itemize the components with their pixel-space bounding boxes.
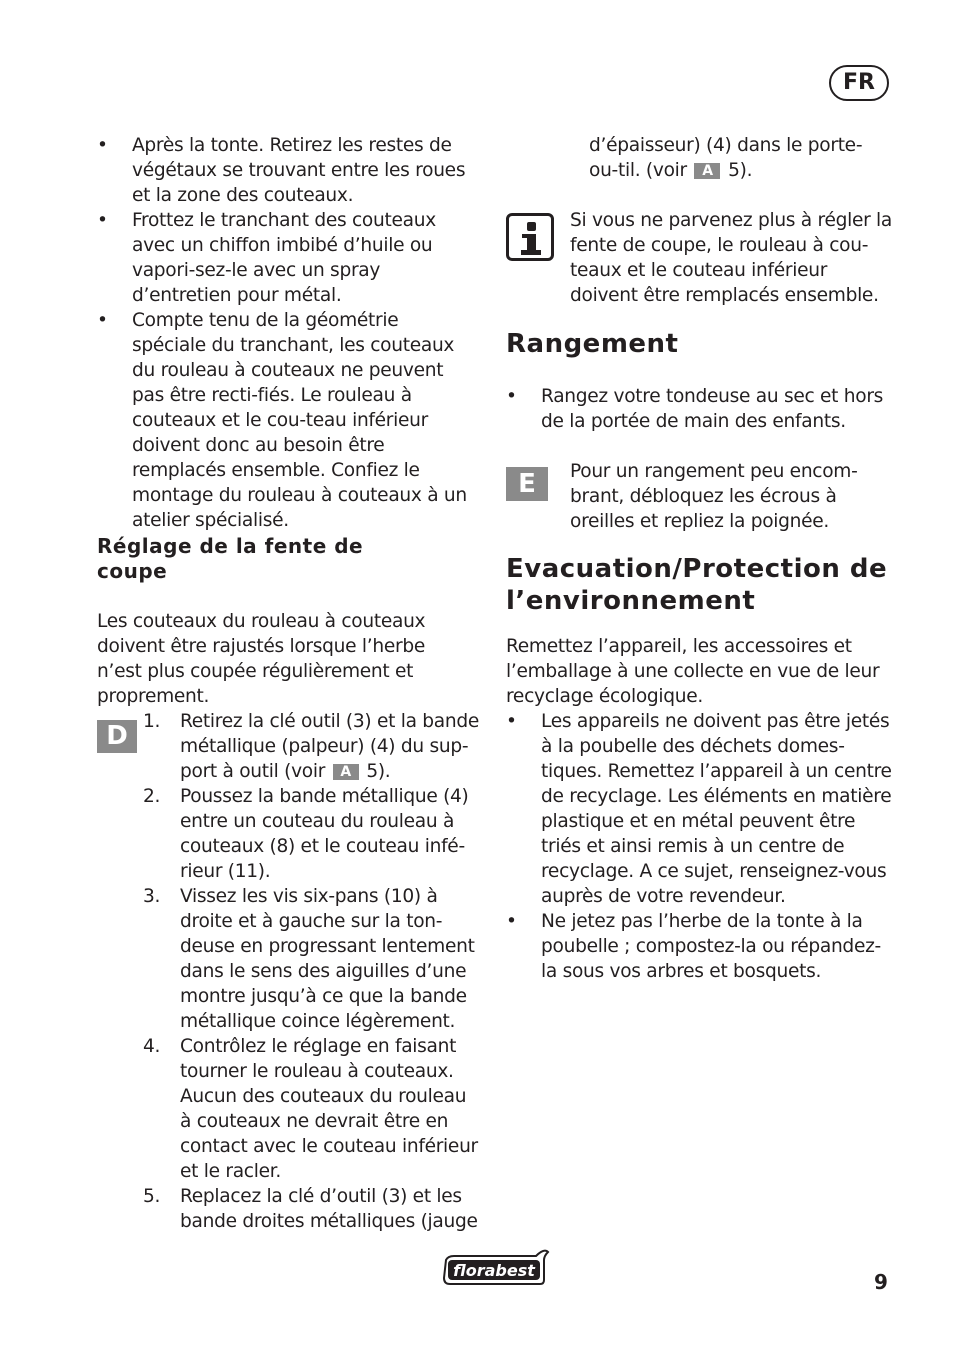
figure-d-marker: D: [97, 720, 137, 753]
list-item-text: Après la tonte. Retirez les restes de végétaux se trouvant entre les roues et la zone des couteaux.: [132, 135, 466, 206]
list-item-text: Frottez le tranchant des couteaux avec un chiffon imbibé d’huile ou vapori-sez-le avec un spray d’entretien pour métal.: [132, 210, 436, 306]
figure-e-marker: E: [506, 467, 548, 501]
list-item: [97, 133, 477, 208]
list-item: [506, 384, 891, 434]
rangement-note: Pour un rangement peu encom-brant, débloquez les écrous à oreilles et repliez la poignée.: [570, 461, 858, 532]
step-text: Replacez la clé d’outil (3) et les bande droites métalliques (jauge: [180, 1186, 478, 1232]
list-item-text: Les appareils ne doivent pas être jetés à la poubelle des déchets domes-tiques. Remettez l’appareil à un centre de recyclage. Les éléments en matière plastique et en métal peuvent être triés et ainsi remis à un centre de recyclage. A ce sujet, renseignez-vous auprès de votre revendeur.: [541, 711, 892, 907]
section-heading-rangement: Rangement: [506, 329, 679, 359]
step-number: 2.: [143, 786, 161, 807]
step-text: Contrôlez le réglage en faisant tourner le rouleau à couteaux. Aucun des couteaux du rouleau à couteaux ne devrait être en contact avec le couteau inférieur et le racler.: [180, 1036, 478, 1182]
page-number: 9: [874, 1270, 888, 1294]
step-text-end: 5).: [728, 160, 753, 181]
language-badge: FR: [829, 65, 889, 101]
step-item: [143, 784, 481, 884]
list-item: [97, 308, 477, 533]
reglage-intro: Les couteaux du rouleau à couteaux doivent être rajustés lorsque l’herbe n’est plus coupée régulièrement et proprement.: [97, 611, 426, 707]
section-heading-reglage: Réglage de la fente de coupe: [97, 534, 364, 583]
list-item: [97, 208, 477, 308]
list-item-text: Compte tenu de la géométrie spéciale du tranchant, les couteaux du rouleau à couteaux ne peuvent pas être recti-fiés. Le rouleau à couteaux et le cou-teau inférieur doivent donc au besoin être remplacés ensemble. Confiez le montage du rouleau à couteaux à un atelier spécialisé.: [132, 310, 467, 531]
logo-text: florabest: [453, 1261, 535, 1280]
list-item-text: Ne jetez pas l’herbe de la tonte à la poubelle ; compostez-la ou répandez-la sous vos arbres et bosquets.: [541, 911, 881, 982]
list-item: [506, 909, 894, 984]
info-note: Si vous ne parvenez plus à régler la fente de coupe, le rouleau à cou-teaux et le couteau inférieur doivent être remplacés ensemble.: [570, 210, 893, 306]
step-item: [143, 884, 481, 1034]
step-text: Poussez la bande métallique (4) entre un couteau du rouleau à couteaux (8) et le couteau infé-rieur (11).: [180, 786, 469, 882]
figure-a-ref: A: [333, 764, 359, 780]
figure-a-ref: A: [694, 163, 720, 179]
steps-list: [143, 709, 481, 1234]
step-number: 5.: [143, 1186, 161, 1207]
step-text-end: 5).: [366, 761, 391, 782]
rangement-list: [506, 384, 891, 434]
step-item: [143, 1034, 481, 1184]
step-number: 4.: [143, 1036, 161, 1057]
step-text: Retirez la clé outil (3) et la bande métallique (palpeur) (4) du sup-port à outil (voir: [180, 711, 480, 782]
step-item: [143, 709, 481, 784]
step-text: Vissez les vis six-pans (10) à droite et à gauche sur la ton-deuse en progressant lentement dans le sens des aiguilles d’une montre jusqu’à ce que la bande métallique coince légèrement.: [180, 886, 475, 1032]
step-item: [143, 1184, 481, 1234]
step-number: 3.: [143, 886, 161, 907]
evac-intro: Remettez l’appareil, les accessoires et l’emballage à une collecte en vue de leur recyclage écologique.: [506, 636, 880, 707]
section-heading-evacuation: Evacuation/Protection de l’environnement: [506, 554, 888, 616]
list-item: [506, 709, 894, 909]
florabest-logo: [440, 1248, 550, 1288]
step-number: 1.: [143, 711, 161, 732]
step5-continuation: [589, 133, 889, 183]
left-bullet-list: [97, 133, 477, 533]
info-icon: [506, 213, 554, 261]
step-text: d’épaisseur) (4) dans le porte-ou-til. (voir: [589, 135, 863, 181]
list-item-text: Rangez votre tondeuse au sec et hors de la portée de main des enfants.: [541, 386, 884, 432]
evac-list: [506, 709, 894, 984]
